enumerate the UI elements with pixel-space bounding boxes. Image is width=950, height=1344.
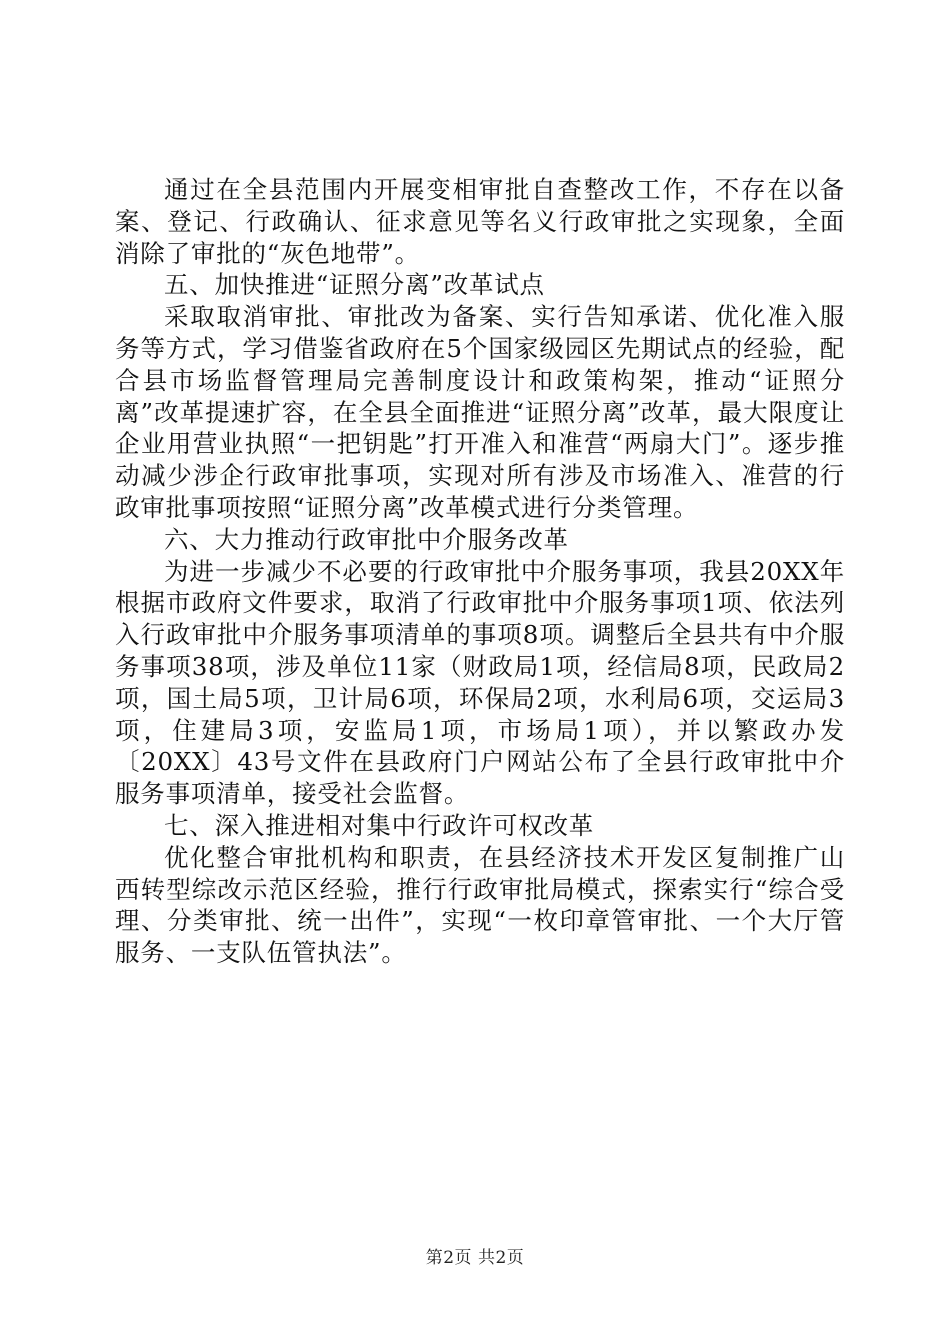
paragraph-centralized-licensing: 优化整合审批机构和职责，在县经济技术开发区复制推广山西转型综改示范区经验，推行行政审批局模式，探索实行“综合受理、分类审批、统一出件”，实现“一枚印章管审批、一个大厅管服务、一支队伍管执法”。	[115, 842, 845, 968]
section-heading-5: 五、加快推进“证照分离”改革试点	[164, 270, 545, 300]
section-heading-6: 六、大力推动行政审批中介服务改革	[164, 524, 569, 554]
paragraph-license-separation: 采取取消审批、审批改为备案、实行告知承诺、优化准入服务等方式，学习借鉴省政府在5个国家级园区先期试点的经验，配合县市场监督管理局完善制度设计和政策构架，推动“证照分离”改革提速扩容，在全县全面推进“证照分离”改革，最大限度让企业用营业执照“一把钥匙”打开准入和准营“两扇大门”。逐步推动减少涉企行政审批事项，实现对所有涉及市场准入、准营的行政审批事项按照“证照分离”改革模式进行分类管理。	[115, 302, 845, 522]
paragraph-intermediary-services: 为进一步减少不必要的行政审批中介服务事项，我县20XX年根据市政府文件要求，取消了行政审批中介服务事项1项、依法列入行政审批中介服务事项清单的事项8项。调整后全县共有中介服务事项38项，涉及单位11家（财政局1项，经信局8项，民政局2项，国土局5项，卫计局6项，环保局2项，水利局6项，交运局3项，住建局3项，安监局1项，市场局1项），并以繁政办发〔20XX〕43号文件在县政府门户网站公布了全县行政审批中介服务事项清单，接受社会监督。	[115, 556, 845, 809]
document-body	[115, 174, 845, 969]
section-heading-7: 七、深入推进相对集中行政许可权改革	[164, 810, 595, 840]
paragraph-audit-result: 通过在全县范围内开展变相审批自查整改工作，不存在以备案、登记、行政确认、征求意见等名义行政审批之实现象，全面消除了审批的“灰色地带”。	[115, 175, 845, 268]
page-number-footer: 第2页 共2页	[425, 1248, 525, 1268]
